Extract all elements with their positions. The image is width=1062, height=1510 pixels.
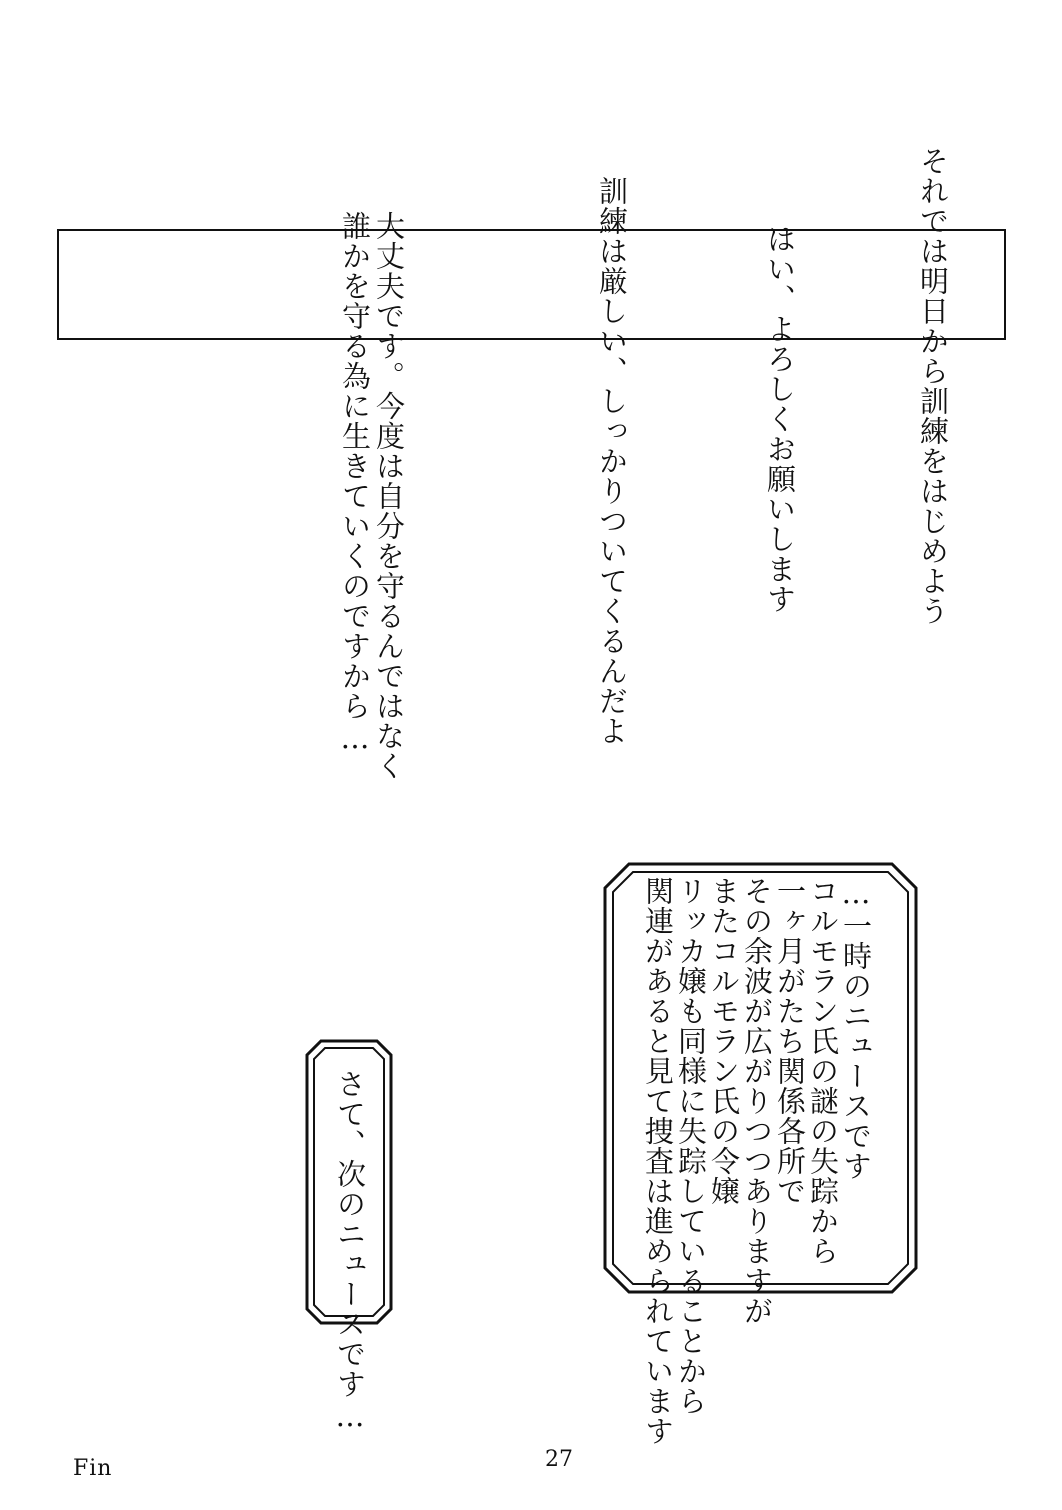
- next-news-caption-box: [305, 1039, 393, 1434]
- news-line-1: …一時のニュースです: [839, 876, 873, 1181]
- page-number: 27: [545, 1447, 573, 1472]
- dialogue-line-2: はい、よろしくお願いします: [763, 224, 797, 614]
- news-line-5: またコルモラン氏の令嬢: [707, 876, 741, 1206]
- news-line-4: その余波が広がりつつありますが: [740, 876, 774, 1326]
- news-line-6: リッカ嬢も同様に失踪していることから: [674, 876, 708, 1416]
- next-news-text: さて、次のニュースです…: [333, 1069, 367, 1434]
- news-caption-box: [603, 862, 918, 1446]
- news-text: [641, 876, 872, 1446]
- dialogue-line-1: それでは明日から訓練をはじめよう: [916, 146, 950, 626]
- dialogue-line-3: 訓練は厳しい、しっかりついてくるんだよ: [595, 176, 629, 746]
- dialogue-line-5: 誰かを守る為に生きていくのですから…: [338, 211, 372, 756]
- news-line-2: コルモラン氏の謎の失踪から: [806, 876, 840, 1266]
- news-line-7: 関連があると見て捜査は進められています: [641, 876, 675, 1446]
- news-line-3: 一ヶ月がたち関係各所で: [773, 876, 807, 1206]
- dialogue-line-4: 大丈夫です。今度は自分を守るんではなく: [372, 211, 406, 781]
- horizontal-frame: [57, 229, 1006, 340]
- fin-label: Fin: [73, 1456, 113, 1481]
